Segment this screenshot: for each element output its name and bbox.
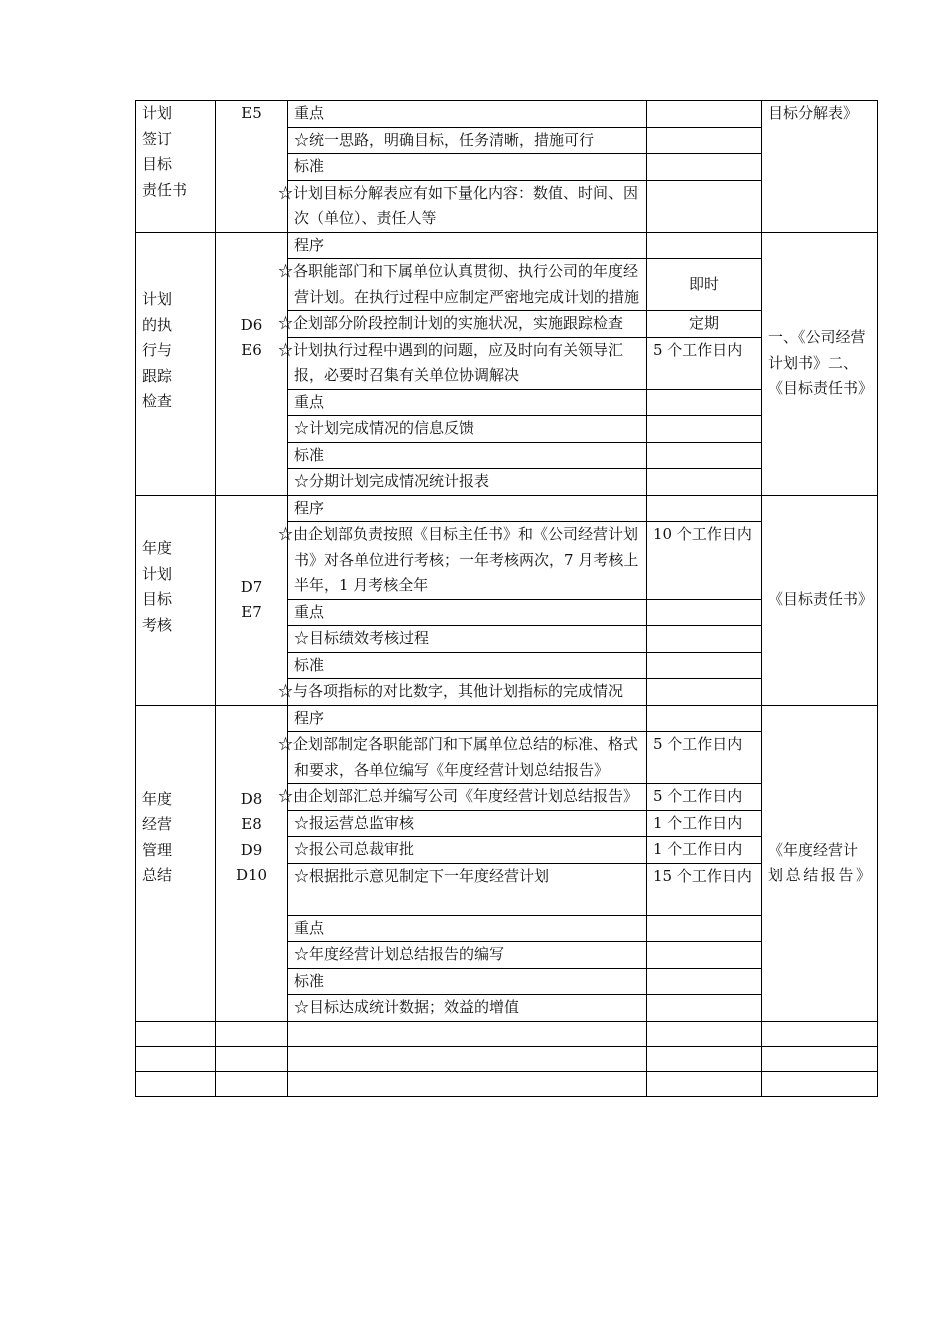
time-cell: [647, 626, 762, 653]
empty-cell: [762, 1021, 878, 1046]
time-cell: [647, 442, 762, 469]
content-cell: ☆由企划部汇总并编写公司《年度经营计划总结报告》: [288, 784, 647, 811]
stage-cell: [136, 232, 216, 495]
content-cell: ☆计划目标分解表应有如下量化内容：数值、时间、因次（单位）、责任人等: [288, 180, 647, 232]
doc-cell: 目标分解表》: [762, 101, 878, 233]
empty-cell: [647, 1071, 762, 1096]
empty-cell: [288, 1071, 647, 1096]
code-line: E7: [241, 603, 262, 621]
content-cell: ☆年度经营计划总结报告的编写: [288, 942, 647, 969]
code-cell: [216, 101, 288, 233]
code-cell: [216, 705, 288, 1021]
time-cell: [647, 599, 762, 626]
stage-cell: [136, 495, 216, 705]
empty-row: [136, 1021, 878, 1046]
stage-line: 目标: [142, 155, 173, 173]
time-cell: [647, 416, 762, 443]
stage-cell: [136, 101, 216, 233]
time-cell: 定期: [647, 311, 762, 338]
time-cell: [647, 232, 762, 259]
time-cell: [647, 180, 762, 232]
content-cell: ☆企划部制定各职能部门和下属单位总结的标准、格式和要求，各单位编写《年度经营计划总结报告》: [288, 732, 647, 784]
stage-line: 签订: [142, 129, 173, 148]
code-cell: [216, 232, 288, 495]
stage-line: 计划: [142, 104, 173, 122]
stage-line: 的执: [142, 315, 173, 334]
empty-cell: [647, 1046, 762, 1071]
empty-row: [136, 1046, 878, 1071]
code-line: D8: [240, 789, 263, 808]
code-line: D7: [240, 577, 263, 596]
time-cell: [647, 389, 762, 416]
time-cell: [647, 101, 762, 128]
empty-cell: [136, 1046, 216, 1071]
time-cell: [647, 915, 762, 942]
process-table: [135, 100, 878, 1097]
stage-line: 跟踪: [142, 366, 173, 385]
time-cell: 5 个工作日内: [647, 732, 762, 784]
table-row: [136, 705, 878, 732]
content-cell: ☆报运营总监审核: [288, 810, 647, 837]
content-cell: ☆由企划部负责按照《目标主任书》和《公司经营计划书》对各单位进行考核；一年考核两次，7 月考核上半年，1 月考核全年: [288, 522, 647, 600]
time-cell: [647, 942, 762, 969]
content-cell: 标准: [288, 154, 647, 181]
stage-line: 经营: [142, 815, 173, 833]
content-cell: 程序: [288, 232, 647, 259]
time-cell: 1 个工作日内: [647, 837, 762, 864]
content-cell: ☆分期计划完成情况统计报表: [288, 469, 647, 496]
time-cell: 5 个工作日内: [647, 784, 762, 811]
content-cell: 程序: [288, 705, 647, 732]
content-cell: 标准: [288, 652, 647, 679]
empty-cell: [762, 1071, 878, 1096]
time-cell: [647, 469, 762, 496]
empty-cell: [216, 1071, 288, 1096]
empty-cell: [288, 1046, 647, 1071]
code-line: D10: [235, 866, 268, 884]
doc-cell: 一、《公司经营计划书》二、《目标责任书》: [762, 232, 878, 495]
time-cell: [647, 652, 762, 679]
time-cell: [647, 495, 762, 522]
time-cell: 10 个工作日内: [647, 522, 762, 600]
table-row: [136, 101, 878, 128]
code-line: D9: [240, 840, 263, 859]
content-cell: 程序: [288, 495, 647, 522]
content-cell: ☆企划部分阶段控制计划的实施状况，实施跟踪检查: [288, 311, 647, 338]
time-cell: 即时: [647, 259, 762, 311]
empty-cell: [216, 1021, 288, 1046]
time-cell: [647, 995, 762, 1022]
stage-line: 年度: [142, 789, 173, 808]
time-cell: [647, 705, 762, 732]
content-cell: 标准: [288, 968, 647, 995]
content-cell: ☆报公司总裁审批: [288, 837, 647, 864]
stage-cell: [136, 705, 216, 1021]
empty-cell: [216, 1046, 288, 1071]
empty-cell: [647, 1021, 762, 1046]
code-line: E8: [241, 815, 262, 833]
time-cell: 15 个工作日内: [647, 863, 762, 915]
doc-cell: 《目标责任书》: [762, 495, 878, 705]
code-line: D6: [240, 315, 263, 334]
empty-cell: [136, 1071, 216, 1096]
content-cell: ☆目标达成统计数据；效益的增值: [288, 995, 647, 1022]
code-line: E6: [241, 341, 262, 359]
content-cell: 重点: [288, 599, 647, 626]
code-line: E5: [241, 104, 262, 122]
stage-line: 总结: [142, 866, 173, 884]
empty-row: [136, 1071, 878, 1096]
stage-line: 目标: [142, 590, 173, 609]
time-cell: [647, 968, 762, 995]
content-cell: 重点: [288, 101, 647, 128]
empty-cell: [288, 1021, 647, 1046]
stage-line: 年度: [142, 539, 173, 558]
stage-line: 考核: [142, 615, 173, 634]
content-cell: ☆根据批示意见制定下一年度经营计划: [288, 863, 647, 915]
stage-line: 检查: [142, 392, 173, 410]
time-cell: [647, 127, 762, 154]
empty-cell: [762, 1046, 878, 1071]
code-cell: [216, 495, 288, 705]
content-cell: ☆统一思路，明确目标，任务清晰，措施可行: [288, 127, 647, 154]
content-cell: ☆各职能部门和下属单位认真贯彻、执行公司的年度经营计划。在执行过程中应制定严密地完成计划的措施: [288, 259, 647, 311]
time-cell: [647, 679, 762, 706]
stage-line: 计划: [142, 564, 173, 583]
time-cell: 1 个工作日内: [647, 810, 762, 837]
content-cell: 重点: [288, 915, 647, 942]
content-cell: ☆计划执行过程中遇到的问题，应及时向有关领导汇报，必要时召集有关单位协调解决: [288, 337, 647, 389]
content-cell: 标准: [288, 442, 647, 469]
content-cell: ☆与各项指标的对比数字，其他计划指标的完成情况: [288, 679, 647, 706]
table-row: [136, 495, 878, 522]
time-cell: 5 个工作日内: [647, 337, 762, 389]
stage-line: 管理: [142, 840, 173, 859]
content-cell: 重点: [288, 389, 647, 416]
empty-cell: [136, 1021, 216, 1046]
table-row: [136, 232, 878, 259]
stage-line: 计划: [142, 290, 173, 308]
time-cell: [647, 154, 762, 181]
content-cell: ☆目标绩效考核过程: [288, 626, 647, 653]
doc-cell: 《年度经营计划总结报告》: [762, 705, 878, 1021]
stage-line: 责任书: [142, 180, 188, 199]
content-cell: ☆计划完成情况的信息反馈: [288, 416, 647, 443]
stage-line: 行与: [142, 341, 173, 359]
